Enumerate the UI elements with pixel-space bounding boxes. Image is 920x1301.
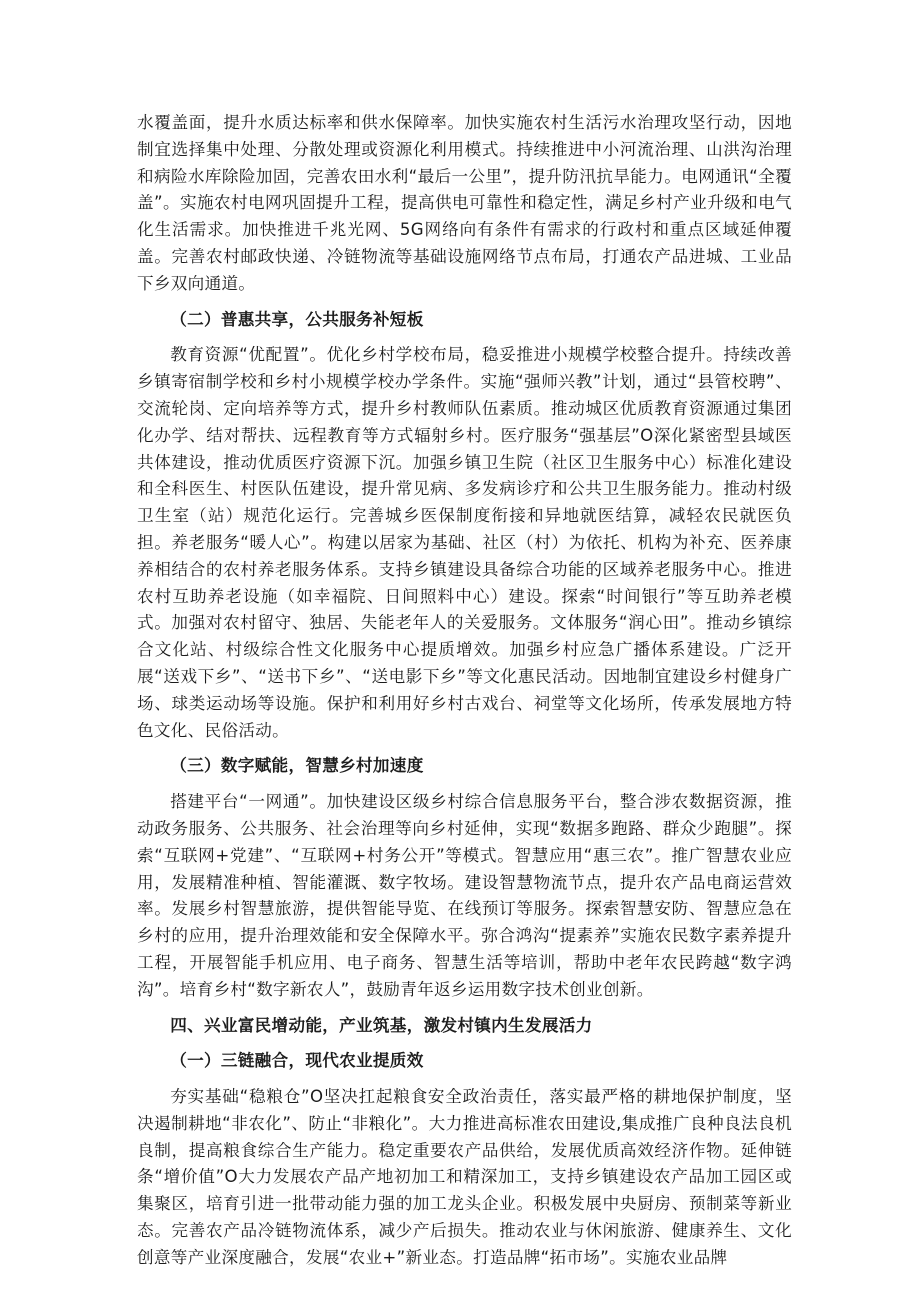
paragraph-infrastructure-water-power-network: 水覆盖面，提升水质达标率和供水保障率。加快实施农村生活污水治理攻坚行动，因地制宜选择集中处理、分散处理或资源化利用模式。持续推进中小河流治理、山洪沟治理和病险水库除险加固，完善农田水利“最后一公里”，提升防汛抗旱能力。电网通讯“全覆盖”。实施农村电网巩固提升工程，提高供电可靠性和稳定性，满足乡村产业升级和电气化生活需求。加快推进千兆光网、5G网络向有条件有需求的行政村和重点区域延伸覆盖。完善农村邮政快递、冷链物流等基础设施网络节点布局，打通农产品进城、工业品下乡双向通道。 [137, 113, 792, 293]
heading-three-chain-integration: （一）三链融合，现代农业提质效 [170, 1051, 424, 1071]
heading-public-service: （二）普惠共享，公共服务补短板 [170, 309, 424, 329]
document-body [137, 110, 792, 1272]
paragraph-three-chain-integration: 夯实基础“稳粮仓”O坚决扛起粮食安全政治责任，落实最严格的耕地保护制度，坚决遏制耕地“非农化”、防止“非粮化”。大力推进高标准农田建设,集成推广良种良法良机良制，提高粮食综合生产能力。稳定重要农产品供给，发展优质高效经济作物。延伸链条“增价值”O大力发展农产品产地初加工和精深加工，支持乡镇建设农产品加工园区或集聚区，培育引进一批带动能力强的加工龙头企业。积极发展中央厨房、预制菜等新业态。完善农产品冷链物流体系，减少产后损失。推动农业与休闲旅游、健康养生、文化创意等产业深度融合，发展“农业+”新业态。打造品牌“拓市场”。实施农业品牌 [137, 1087, 792, 1267]
paragraph-public-service: 教育资源“优配置”。优化乡村学校布局，稳妥推进小规模学校整合提升。持续改善乡镇寄宿制学校和乡村小规模学校办学条件。实施“强师兴教”计划，通过“县管校聘”、交流轮岗、定向培养等方式，提升乡村教师队伍素质。推动城区优质教育资源通过集团化办学、结对帮扶、远程教育等方式辐射乡村。医疗服务“强基层”O深化紧密型县域医共体建设，推动优质医疗资源下沉。加强乡镇卫生院（社区卫生服务中心）标准化建设和全科医生、村医队伍建设，提升常见病、多发病诊疗和公共卫生服务能力。推动村级卫生室（站）规范化运行。完善城乡医保制度衔接和异地就医结算，减轻农民就医负担。养老服务“暖人心”。构建以居家为基础、社区（村）为依托、机构为补充、医养康养相结合的农村养老服务体系。支持乡镇建设具备综合功能的区域养老服务中心。推进农村互助养老设施（如幸福院、日间照料中心）建设。探索“时间银行”等互助养老模式。加强对农村留守、独居、失能老年人的关爱服务。文体服务“润心田”。推动乡镇综合文化站、村级综合性文化服务中心提质增效。加强乡村应急广播体系建设。广泛开展“送戏下乡”、“送书下乡”、“送电影下乡”等文化惠民活动。因地制宜建设乡村健身广场、球类运动场等设施。保护和利用好乡村古戏台、祠堂等文化场所，传承发展地方特色文化、民俗活动。 [137, 345, 792, 740]
paragraph-digital-village: 搭建平台“一网通”。加快建设区级乡村综合信息服务平台，整合涉农数据资源，推动政务服务、公共服务、社会治理等向乡村延伸，实现“数据多跑路、群众少跑腿”。探索“互联网+党建”、“互联网+村务公开”等模式。智慧应用“惠三农”。推广智慧农业应用，发展精准种植、智能灌溉、数字牧场。建设智慧物流节点，提升农产品电商运营效率。发展乡村智慧旅游，提供智能导览、在线预订等服务。探索智慧安防、智慧应急在乡村的应用，提升治理效能和安全保障水平。弥合鸿沟“提素养”实施农民数字素养提升工程，开展智能手机应用、电子商务、智慧生活等培训，帮助中老年农民跨越“数字鸿沟”。培育乡村“数字新农人”，鼓励青年返乡运用数字技术创业创新。 [137, 792, 792, 999]
heading-digital-village: （三）数字赋能，智慧乡村加速度 [170, 756, 424, 776]
heading-section-four: 四、兴业富民增动能，产业筑基，激发村镇内生发展活力 [170, 1015, 593, 1035]
